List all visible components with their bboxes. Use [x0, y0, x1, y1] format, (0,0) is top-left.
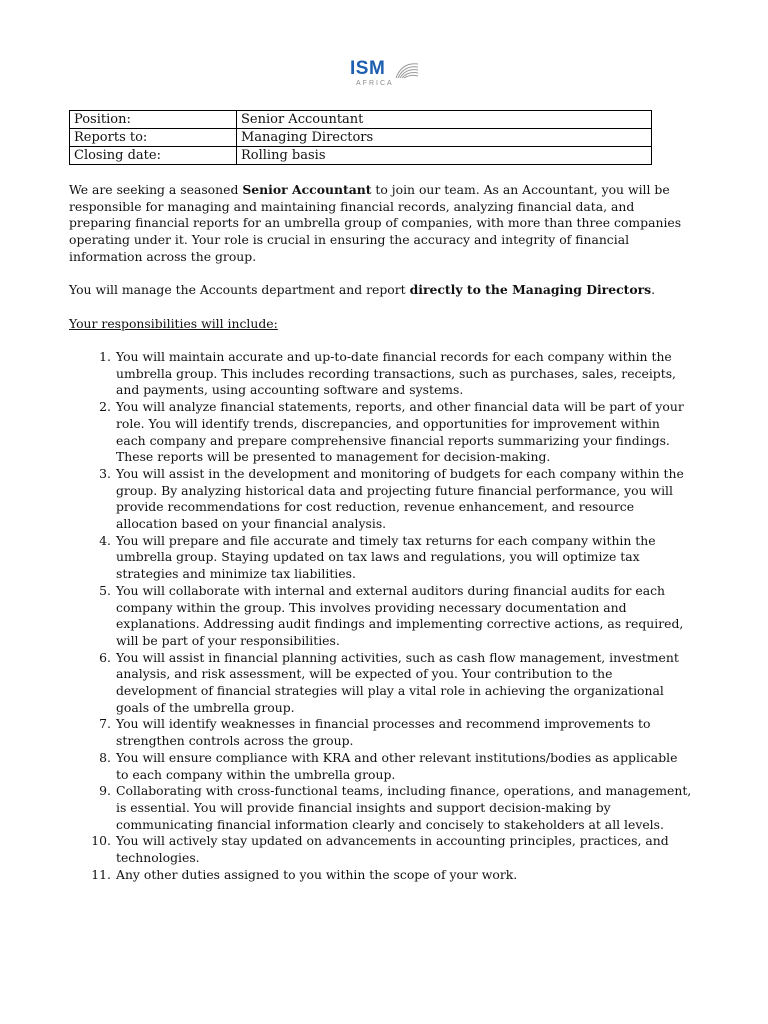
list-number: 3.: [99, 465, 111, 481]
list-number: 6.: [99, 649, 111, 665]
info-key: Closing date:: [70, 147, 237, 165]
list-text: You will analyze financial statements, reports, and other financial data will be part of your role. You will identify trends, discrepancies, and opportunities for improvement within each company and prepare comprehensive financial reports summarizing your findings. These reports will be presented to management for decision-making.: [116, 399, 684, 465]
list-text: Collaborating with cross-functional teams, including finance, operations, and management, is essential. You will provide financial insights and support decision-making by communicating financial information clearly and concisely to stakeholders at all levels.: [116, 783, 692, 832]
list-item: [69, 399, 693, 466]
list-number: 7.: [99, 716, 111, 732]
list-number: 4.: [99, 532, 111, 548]
list-text: You will assist in the development and monitoring of budgets for each company within the group. By analyzing historical data and projecting future financial performance, you will provide recommendations for cost reduction, revenue enhancement, and resource allocation based on your financial analysis.: [116, 465, 684, 532]
list-number: 1.: [99, 348, 111, 364]
list-text: Any other duties assigned to you within the scope of your work.: [116, 866, 518, 882]
list-item: [69, 867, 693, 884]
list-text: You will assist in financial planning activities, such as cash flow management, investment analysis, and risk assessment, will be expected of you. Your contribution to the development of financial strategies will play a vital role in achieving the organizational goals of the umbrella group.: [116, 649, 679, 715]
list-item: [69, 716, 693, 749]
info-value: Managing Directors: [237, 129, 652, 147]
reporting-text: .: [651, 282, 656, 298]
list-number: 8.: [99, 749, 111, 765]
info-key: Position:: [70, 111, 237, 129]
list-text: You will prepare and file accurate and timely tax returns for each company within the umbrella group. Staying updated on tax laws and regulations, you will optimize tax strategies and minimize tax liabilities.: [116, 532, 656, 582]
intro-text: to join our team. As an Accountant, you will be responsible for managing and maintaining financial records, analyzing financial data, and preparing financial reports for an umbrella group of companies, with more than three companies operating under it. Your role is crucial in ensuring the accuracy and integrity of financial information across the group.: [69, 182, 682, 264]
company-logo: [350, 56, 422, 92]
intro-paragraph: [69, 182, 693, 266]
logo-swirl-icon: [394, 60, 420, 80]
list-number: 11.: [91, 866, 111, 882]
reporting-paragraph: [69, 282, 693, 299]
list-item: [69, 650, 693, 717]
list-number: 9.: [99, 783, 111, 799]
table-row: [70, 111, 652, 129]
info-value: Rolling basis: [237, 147, 652, 165]
list-item: [69, 349, 693, 399]
list-text: You will collaborate with internal and external auditors during financial audits for each company within the group. This involves providing necessary documentation and explanations. Addressing audit findings and implementing corrective actions, as required, will be part of your responsibilities.: [116, 582, 684, 648]
intro-bold: Senior Accountant: [242, 182, 372, 197]
list-item: [69, 466, 693, 533]
info-key: Reports to:: [70, 129, 237, 147]
list-text: You will ensure compliance with KRA and other relevant institutions/bodies as applicable to each company within the umbrella group.: [116, 749, 678, 782]
list-number: 2.: [99, 399, 111, 415]
list-number: 10.: [91, 833, 111, 849]
responsibilities-list: [69, 349, 693, 884]
info-value: Senior Accountant: [237, 111, 652, 129]
logo-subtitle: AFRICA: [356, 80, 394, 87]
table-row: [70, 147, 652, 165]
logo-name: ISM: [350, 58, 386, 79]
reporting-text: You will manage the Accounts department and report: [69, 282, 410, 298]
intro-text: We are seeking a seasoned: [69, 182, 243, 197]
list-number: 5.: [99, 582, 111, 598]
list-text: You will identify weaknesses in financial processes and recommend improvements to strengthen controls across the group.: [116, 716, 651, 749]
list-item: [69, 533, 693, 583]
reporting-bold: directly to the Managing Directors: [409, 282, 652, 298]
list-text: You will maintain accurate and up-to-date financial records for each company within the umbrella group. This includes recording transactions, such as purchases, sales, receipts, and payments, using accounting software and systems.: [116, 348, 676, 398]
list-item: [69, 750, 693, 783]
list-item: [69, 583, 693, 650]
table-row: [70, 129, 652, 147]
list-item: [69, 783, 693, 833]
document-body: [69, 182, 693, 883]
responsibilities-heading: Your responsibilities will include:: [69, 315, 278, 331]
list-item: [69, 833, 693, 866]
job-info-table: [69, 110, 652, 165]
list-text: You will actively stay updated on advancements in accounting principles, practices, and technologies.: [116, 833, 669, 866]
